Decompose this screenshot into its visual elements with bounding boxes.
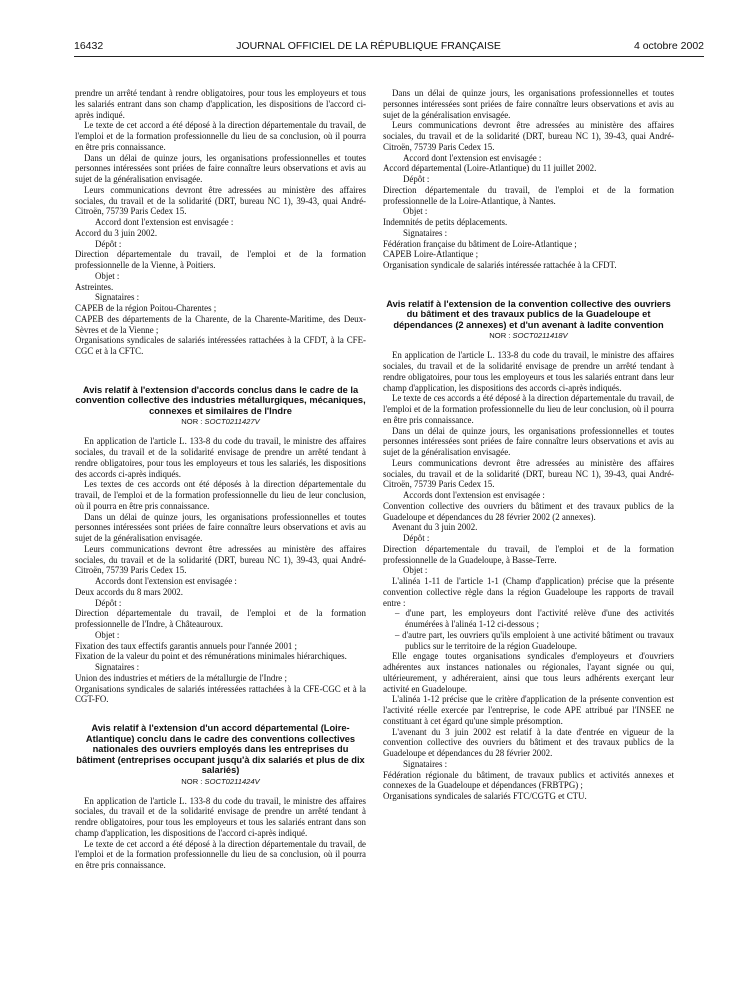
- notice-title: Avis relatif à l'extension d'accords conclus dans le cadre de la convention collective des industries métallurgiques, mécaniques, connexes et similaires de l'Indre: [75, 384, 366, 416]
- signatory: CAPEB de la région Poitou-Charentes ;: [75, 303, 217, 313]
- field-label: Dépôt :: [95, 238, 122, 249]
- header-rule: [74, 56, 704, 57]
- paragraph: Dans un délai de quinze jours, les organisations professionnelles et toutes personnes intéressées sont priées de faire connaître leurs observations et avis au sujet de la généralisation envisagée.: [383, 425, 674, 457]
- paragraph: L'alinéa 1-12 précise que le critère d'application de la présente convention est l'activité réelle exercée par l'entreprise, le code APE attribué par l'INSEE ne constituant à cet égard qu'une simple présomption.: [383, 694, 674, 726]
- nor-label: NOR :: [489, 331, 511, 341]
- signatory: Union des industries et métiers de la métallurgie de l'Indre ;: [75, 672, 287, 683]
- right-column: [383, 88, 674, 802]
- paragraph: Le texte de cet accord a été déposé à la direction départementale du travail, de l'emploi et de la formation professionnelle du lieu de sa conclusion, où il pourra en être pris connaissance.: [75, 120, 366, 152]
- field-label: Objet :: [95, 270, 120, 281]
- signatory: Organisation syndicale de salariés intéressée rattachée à la CFDT.: [383, 260, 617, 270]
- field-label: Dépôt :: [95, 597, 122, 608]
- section-gap: [75, 357, 366, 385]
- paragraph: Leurs communications devront être adressées au ministère des affaires sociales, du travail et de la solidarité (DRT, bureau NC 1), 39-43, quai André-Citroën, 75739 Paris Cedex 15.: [75, 543, 366, 576]
- issue-date: 4 octobre 2002: [633, 40, 704, 52]
- field-label: Signataires :: [403, 227, 448, 238]
- paragraph: Leurs communications devront être adressées au ministère des affaires sociales, du travail et de la solidarité (DRT, bureau NC 1), 39-43, quai André-Citroën, 75739 Paris Cedex 15.: [383, 457, 674, 490]
- nor-label: NOR :: [181, 417, 203, 427]
- field-value: Accord départemental (Loire-Atlantique) du 11 juillet 2002.: [383, 163, 597, 174]
- field-value: Indemnités de petits déplacements.: [383, 217, 508, 227]
- paragraph: Les textes de ces accords ont été déposés à la direction départementale du travail, de l'emploi et de la formation professionnelle du lieu de leur conclusion, où il pourra en être pris connaissance.: [75, 479, 366, 511]
- nor-code: SOCT0211418V: [512, 331, 568, 341]
- field-value: Fixation de la valeur du point et des rémunérations minimales hiérarchiques.: [75, 651, 347, 662]
- field-label: Objet :: [403, 206, 428, 217]
- page-header: [74, 40, 704, 56]
- list-item: – d'autre part, les ouvriers qu'ils emploient à une activité bâtiment ou travaux publics sur le territoire de la région Guadeloupe.: [395, 629, 674, 651]
- nor-code: SOCT0211424V: [204, 776, 260, 786]
- field-label: Accord dont l'extension est envisagée :: [403, 152, 542, 163]
- field-value: Astreintes.: [75, 281, 114, 292]
- signatory: Fédération régionale du bâtiment, de travaux publics et activités annexes et connexes de la Guadeloupe et dépendances (FRBTPG) ;: [383, 769, 674, 791]
- section-gap: [75, 705, 366, 723]
- left-column: [75, 88, 366, 871]
- notice-title: Avis relatif à l'extension de la convention collective des ouvriers du bâtiment et des travaux publics de la Guadeloupe et dépendances (2 annexes) et d'un avenant à ladite convention: [386, 298, 671, 330]
- field-value: Deux accords du 8 mars 2002.: [75, 586, 183, 597]
- paragraph: Elle engage toutes organisations syndicales d'employeurs et d'ouvriers adhérentes aux instances nationales ou régionales, l'ayant signée ou qui, ultérieurement, y adhéreraient, ainsi que tous leurs adhérents exerçant leur activité en Guadeloupe.: [383, 651, 674, 694]
- signatory: Organisations syndicales de salariés intéressées rattachées à la CFDT, à la CFE-CGC et à la CFTC.: [75, 335, 366, 356]
- field-value: Direction départementale du travail, de l'emploi et de la formation professionnelle de l'Indre, à Châteauroux.: [75, 608, 366, 629]
- signatory: Organisations syndicales de salariés FTC/CGTG et CTU.: [383, 791, 587, 801]
- paragraph: Leurs communications devront être adressées au ministère des affaires sociales, du travail et de la solidarité (DRT, bureau NC 1), 39-43, quai André-Citroën, 75739 Paris Cedex 15.: [75, 184, 366, 217]
- page-number: 16432: [74, 40, 104, 52]
- signatory: CAPEB Loire-Atlantique ;: [383, 249, 479, 260]
- nor-label: NOR :: [181, 776, 203, 786]
- paragraph: prendre un arrêté tendant à rendre obligatoires, pour tous les employeurs et tous les salariés entrant dans son champ d'application, les dispositions de l'accord ci-après indiqué.: [75, 88, 366, 120]
- paragraph: En application de l'article L. 133-8 du code du travail, le ministre des affaires sociales, du travail et de la solidarité envisage de prendre un arrêté tendant à rendre obligatoires, pour tous les employeurs et tous les salariés entrant dans leur champ d'application, les dispositions des accords ci-après indiqués.: [383, 350, 674, 393]
- field-value: Direction départementale du travail, de l'emploi et de la formation professionnelle de la Loire-Atlantique, à Nantes.: [383, 184, 674, 206]
- paragraph: Dans un délai de quinze jours, les organisations professionnelles et toutes personnes intéressées sont priées de faire connaître leurs observations et avis au sujet de la généralisation envisagée.: [75, 152, 366, 184]
- signatory: CAPEB des départements de la Charente, de la Charente-Maritime, des Deux-Sèvres et de la Vienne ;: [75, 313, 366, 335]
- paragraph: L'alinéa 1-11 de l'article 1-1 (Champ d'application) précise que la présente convention collective règle dans la région Guadeloupe les rapports de travail entre :: [383, 576, 674, 608]
- paragraph: Le texte de cet accord a été déposé à la direction départementale du travail, de l'emploi et de la formation professionnelle du lieu de sa conclusion, où il pourra en être pris connaissance.: [75, 838, 366, 870]
- list-item: – d'une part, les employeurs dont l'activité relève d'une des activités énumérées à l'alinéa 1-12 ci-dessous ;: [395, 608, 674, 629]
- field-label: Objet :: [403, 565, 428, 576]
- field-value: Accord du 3 juin 2002.: [75, 227, 158, 238]
- field-label: Signataires :: [95, 292, 140, 303]
- nor-reference: [75, 777, 366, 787]
- field-label: Dépôt :: [403, 533, 430, 543]
- paragraph: Le texte de ces accords a été déposé à la direction départementale du travail, de l'emploi et de la formation professionnelle du lieu de leur conclusion, où il pourra en être pris connaissance.: [383, 393, 674, 425]
- section-gap: [383, 271, 674, 299]
- paragraph: Dans un délai de quinze jours, les organisations professionnelles et toutes personnes intéressées sont priées de faire connaître leurs observations et avis au sujet de la généralisation envisagée.: [75, 511, 366, 543]
- field-label: Dépôt :: [403, 174, 430, 184]
- field-label: Accords dont l'extension est envisagée :: [403, 490, 545, 500]
- field-label: Signataires :: [403, 758, 448, 769]
- nor-reference: [75, 417, 366, 427]
- paragraph: En application de l'article L. 133-8 du code du travail, le ministre des affaires sociales, du travail et de la solidarité envisage de prendre un arrêté tendant à rendre obligatoires, pour tous les employeurs et tous les salariés, les dispositions des accords ci-après indiqués.: [75, 436, 366, 479]
- field-value: Direction départementale du travail, de l'emploi et de la formation professionnelle de la Vienne, à Poitiers.: [75, 249, 366, 270]
- field-value: Direction départementale du travail, de l'emploi et de la formation professionnelle de la Guadeloupe, à Basse-Terre.: [383, 543, 674, 565]
- signatory: Organisations syndicales de salariés intéressées rattachées à la CFE-CGC et à la CGT-FO.: [75, 683, 366, 705]
- paragraph: En application de l'article L. 133-8 du code du travail, le ministre des affaires sociales, du travail et de la solidarité envisage de prendre un arrêté tendant à rendre obligatoires, pour tous les employeurs et tous les salariés entrant dans son champ d'application, les dispositions de l'accord ci-après indiqué.: [75, 795, 366, 838]
- nor-code: SOCT0211427V: [204, 417, 260, 427]
- paragraph: Leurs communications devront être adressées au ministère des affaires sociales, du travail et de la solidarité (DRT, bureau NC 1), 39-43, quai André-Citroën, 75739 Paris Cedex 15.: [383, 120, 674, 152]
- field-value: Convention collective des ouvriers du bâtiment et des travaux publics de la Guadeloupe et dépendances du 28 février 2002 (2 annexes).: [383, 500, 674, 522]
- paragraph: Dans un délai de quinze jours, les organisations professionnelles et toutes personnes intéressées sont priées de faire connaître leurs observations et avis au sujet de la généralisation envisagée.: [383, 88, 674, 120]
- field-label: Accords dont l'extension est envisagée :: [95, 576, 237, 586]
- notice-title: Avis relatif à l'extension d'un accord départemental (Loire-Atlantique) conclu dans le cadre des conventions collectives nationales des ouvriers employés dans les entreprises du bâtiment (entreprises occupant jusqu'à dix salariés et plus de dix salariés): [76, 723, 365, 775]
- journal-title: JOURNAL OFFICIEL DE LA RÉPUBLIQUE FRANÇAISE: [236, 40, 501, 52]
- field-label: Objet :: [95, 629, 120, 640]
- signatory: Fédération française du bâtiment de Loire-Atlantique ;: [383, 238, 577, 249]
- field-value: Fixation des taux effectifs garantis annuels pour l'année 2001 ;: [75, 640, 298, 651]
- field-label: Accord dont l'extension est envisagée :: [95, 217, 234, 227]
- nor-reference: [383, 331, 674, 341]
- field-label: Signataires :: [95, 662, 140, 672]
- field-value: Avenant du 3 juin 2002.: [392, 522, 478, 533]
- paragraph: L'avenant du 3 juin 2002 est relatif à la date d'entrée en vigueur de la convention collective des ouvriers du bâtiment et des travaux publics de la Guadeloupe et dépendances du 28 février 2002.: [383, 726, 674, 758]
